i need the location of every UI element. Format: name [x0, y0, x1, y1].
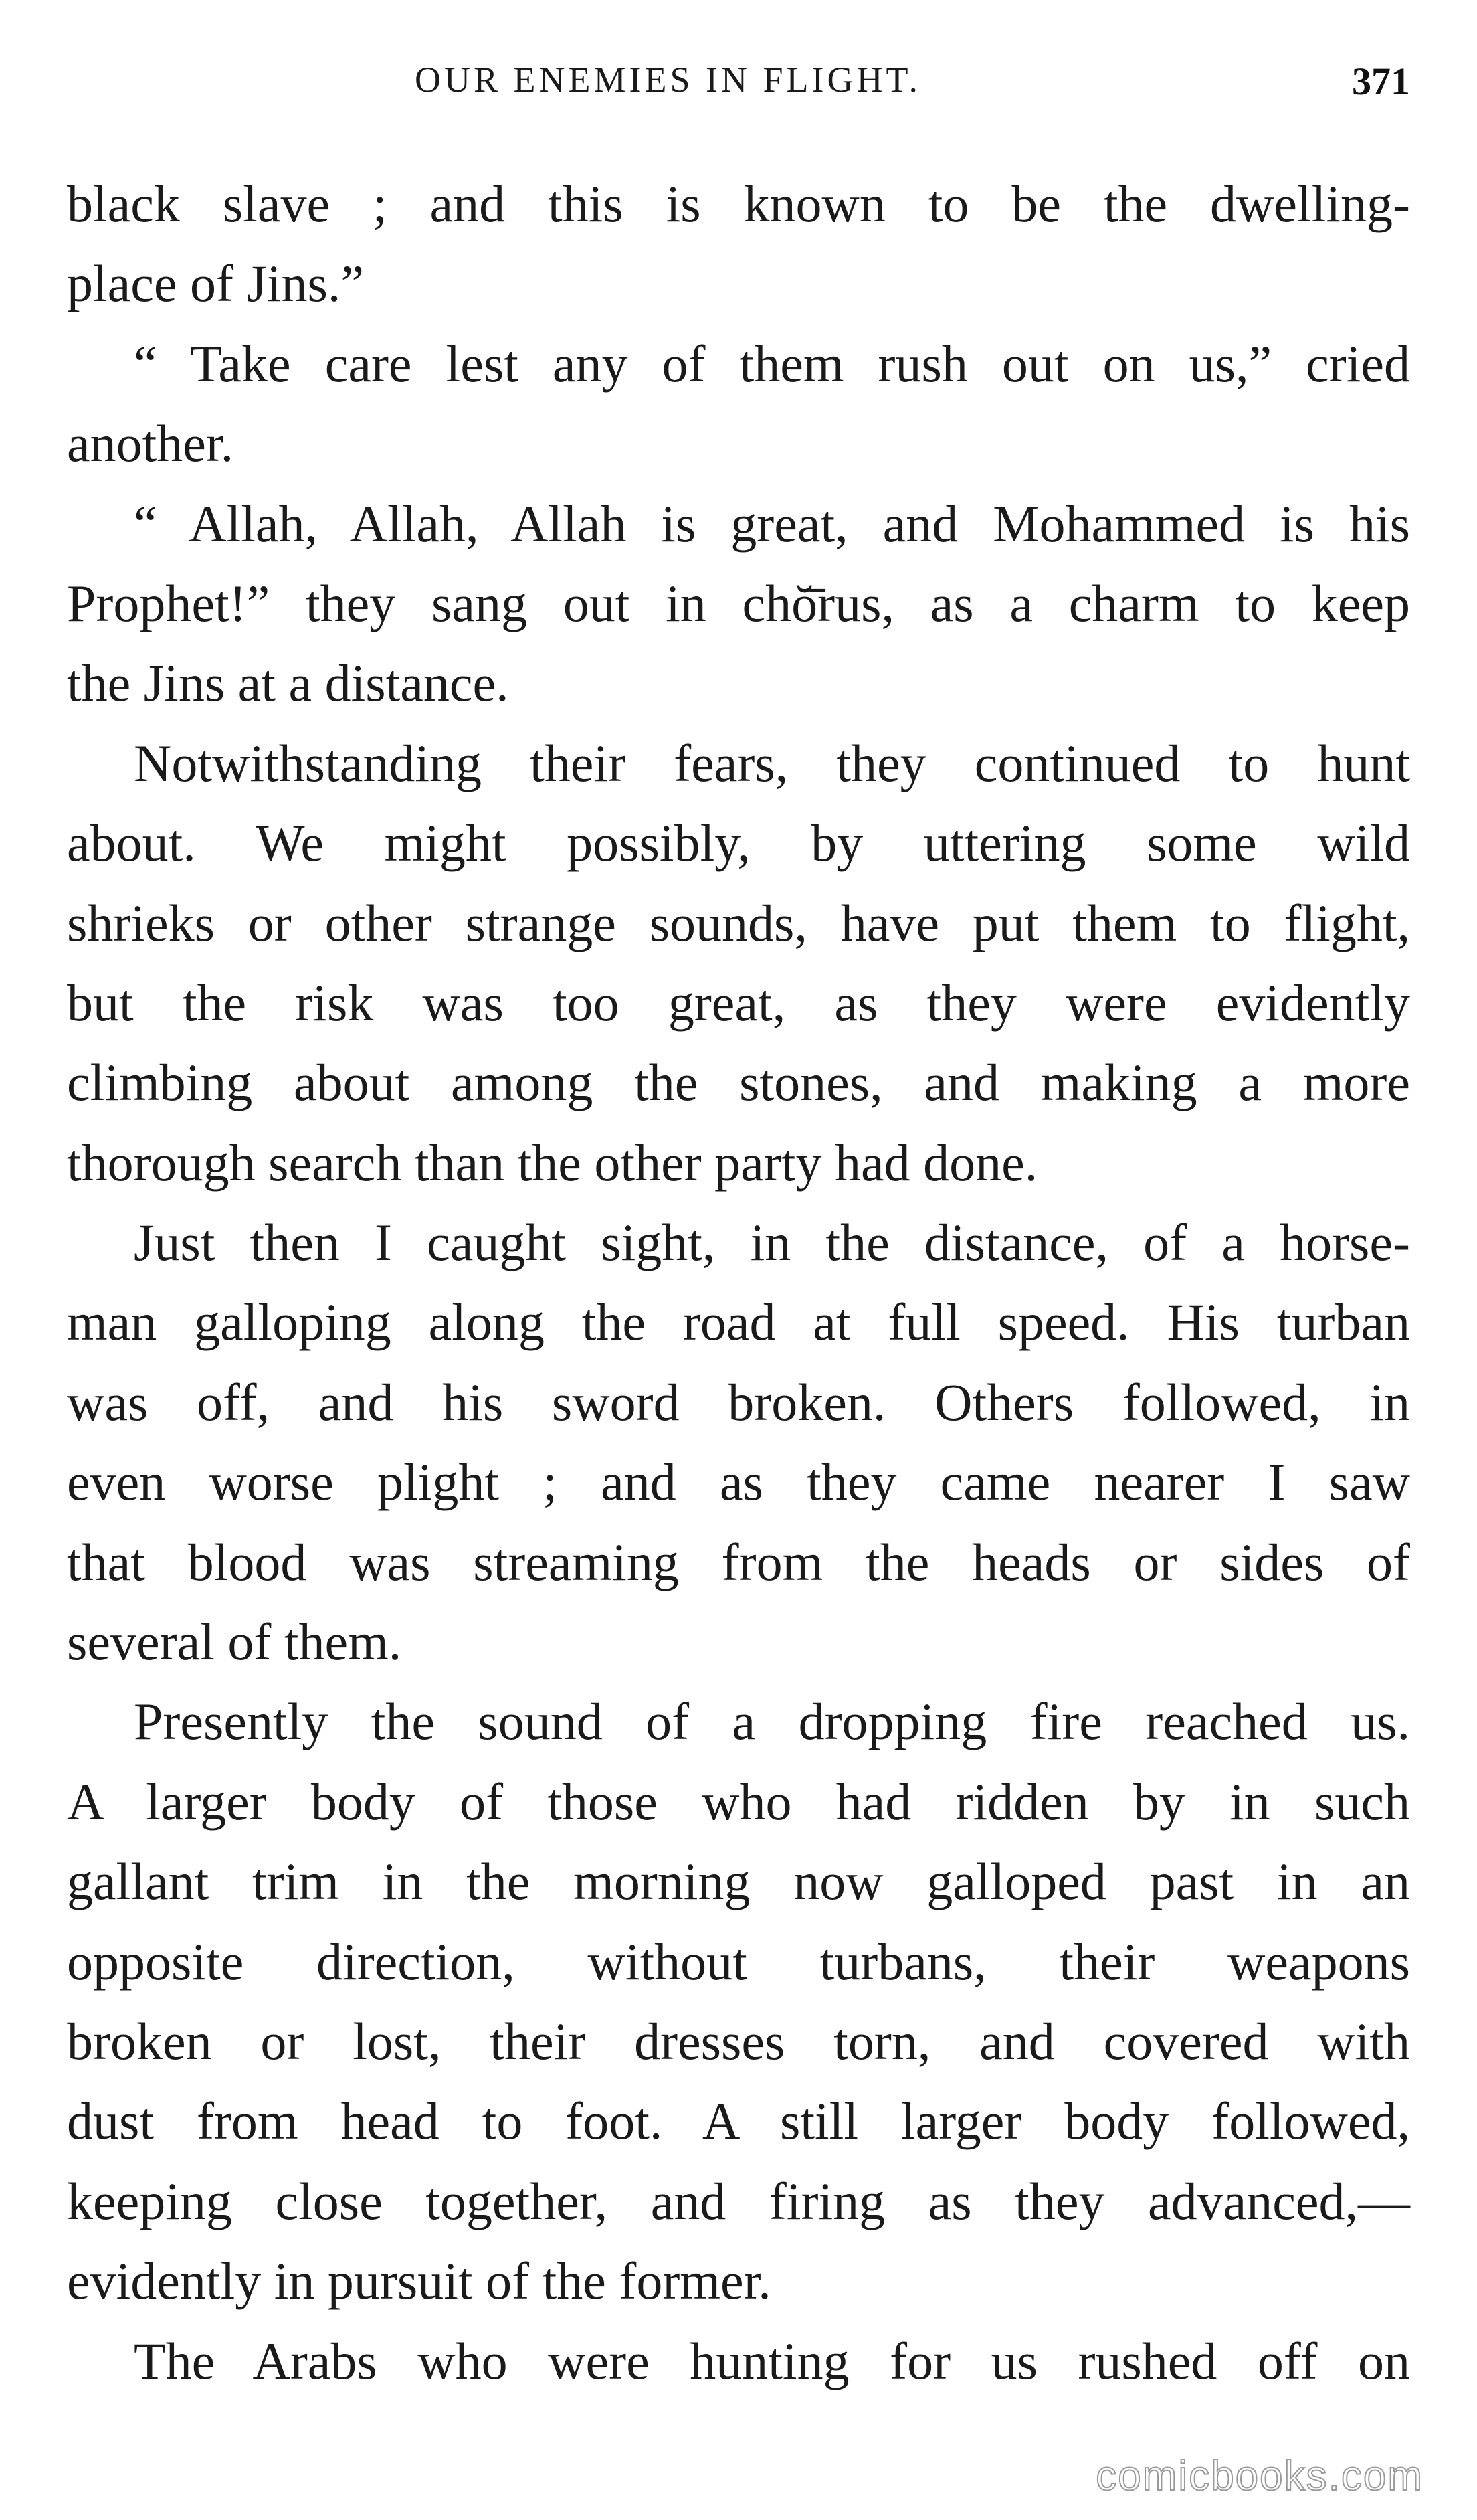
- text-line: place of Jins.”: [67, 254, 365, 313]
- text-line: opposite direction, without turbans, their weapons: [67, 1932, 1410, 1991]
- text-line: keeping close together, and firing as they advanced,—: [67, 2171, 1410, 2230]
- text-line: A larger body of those who had ridden by in such: [67, 1772, 1410, 1831]
- body-text: [67, 164, 1410, 2401]
- paragraph-first-line: “ Allah, Allah, Allah is great, and Mohammed is his: [134, 494, 1410, 553]
- paragraph-first-line: The Arabs who were hunting for us rushed off on: [134, 2331, 1410, 2390]
- text-line: black slave ; and this is known to be the dwelling-: [67, 175, 1410, 233]
- text-line: man galloping along the road at full speed. His turban: [67, 1293, 1410, 1352]
- text-line: Prophet!” they sang out in chŏ̄rus, as a charm to keep: [67, 573, 1410, 632]
- text-line: evidently in pursuit of the former.: [67, 2252, 771, 2311]
- text-line: but the risk was too great, as they were evidently: [67, 973, 1410, 1032]
- text-line: about. We might possibly, by uttering some wild: [67, 814, 1410, 873]
- running-title: OUR ENEMIES IN FLIGHT.: [415, 60, 921, 100]
- text-line: shrieks or other strange sounds, have put them to flight,: [67, 893, 1410, 952]
- text-line: that blood was streaming from the heads or sides of: [67, 1532, 1410, 1591]
- text-line: even worse plight ; and as they came nearer I saw: [67, 1453, 1410, 1512]
- running-head: [0, 59, 1477, 119]
- text-line: several of them.: [67, 1613, 402, 1672]
- paragraph-first-line: Presently the sound of a dropping fire reached us.: [134, 1692, 1410, 1751]
- text-line: broken or lost, their dresses torn, and covered with: [67, 2011, 1410, 2070]
- paragraph-first-line: “ Take care lest any of them rush out on us,” cried: [134, 334, 1410, 393]
- paragraph-first-line: Notwithstanding their fears, they continued to hunt: [134, 733, 1410, 792]
- text-line: gallant trim in the morning now galloped past in an: [67, 1852, 1410, 1911]
- page-number: 371: [1352, 60, 1410, 103]
- text-line: the Jins at a distance.: [67, 654, 509, 713]
- text-line: dust from head to foot. A still larger body followed,: [67, 2092, 1410, 2151]
- watermark: comicbooks.com: [1096, 2453, 1423, 2499]
- text-line: climbing about among the stones, and making a more: [67, 1053, 1410, 1112]
- text-line: another.: [67, 414, 234, 473]
- paragraph-first-line: Just then I caught sight, in the distance, of a horse-: [134, 1213, 1410, 1272]
- text-line: was off, and his sword broken. Others followed, in: [67, 1372, 1410, 1431]
- text-line: thorough search than the other party had done.: [67, 1133, 1038, 1192]
